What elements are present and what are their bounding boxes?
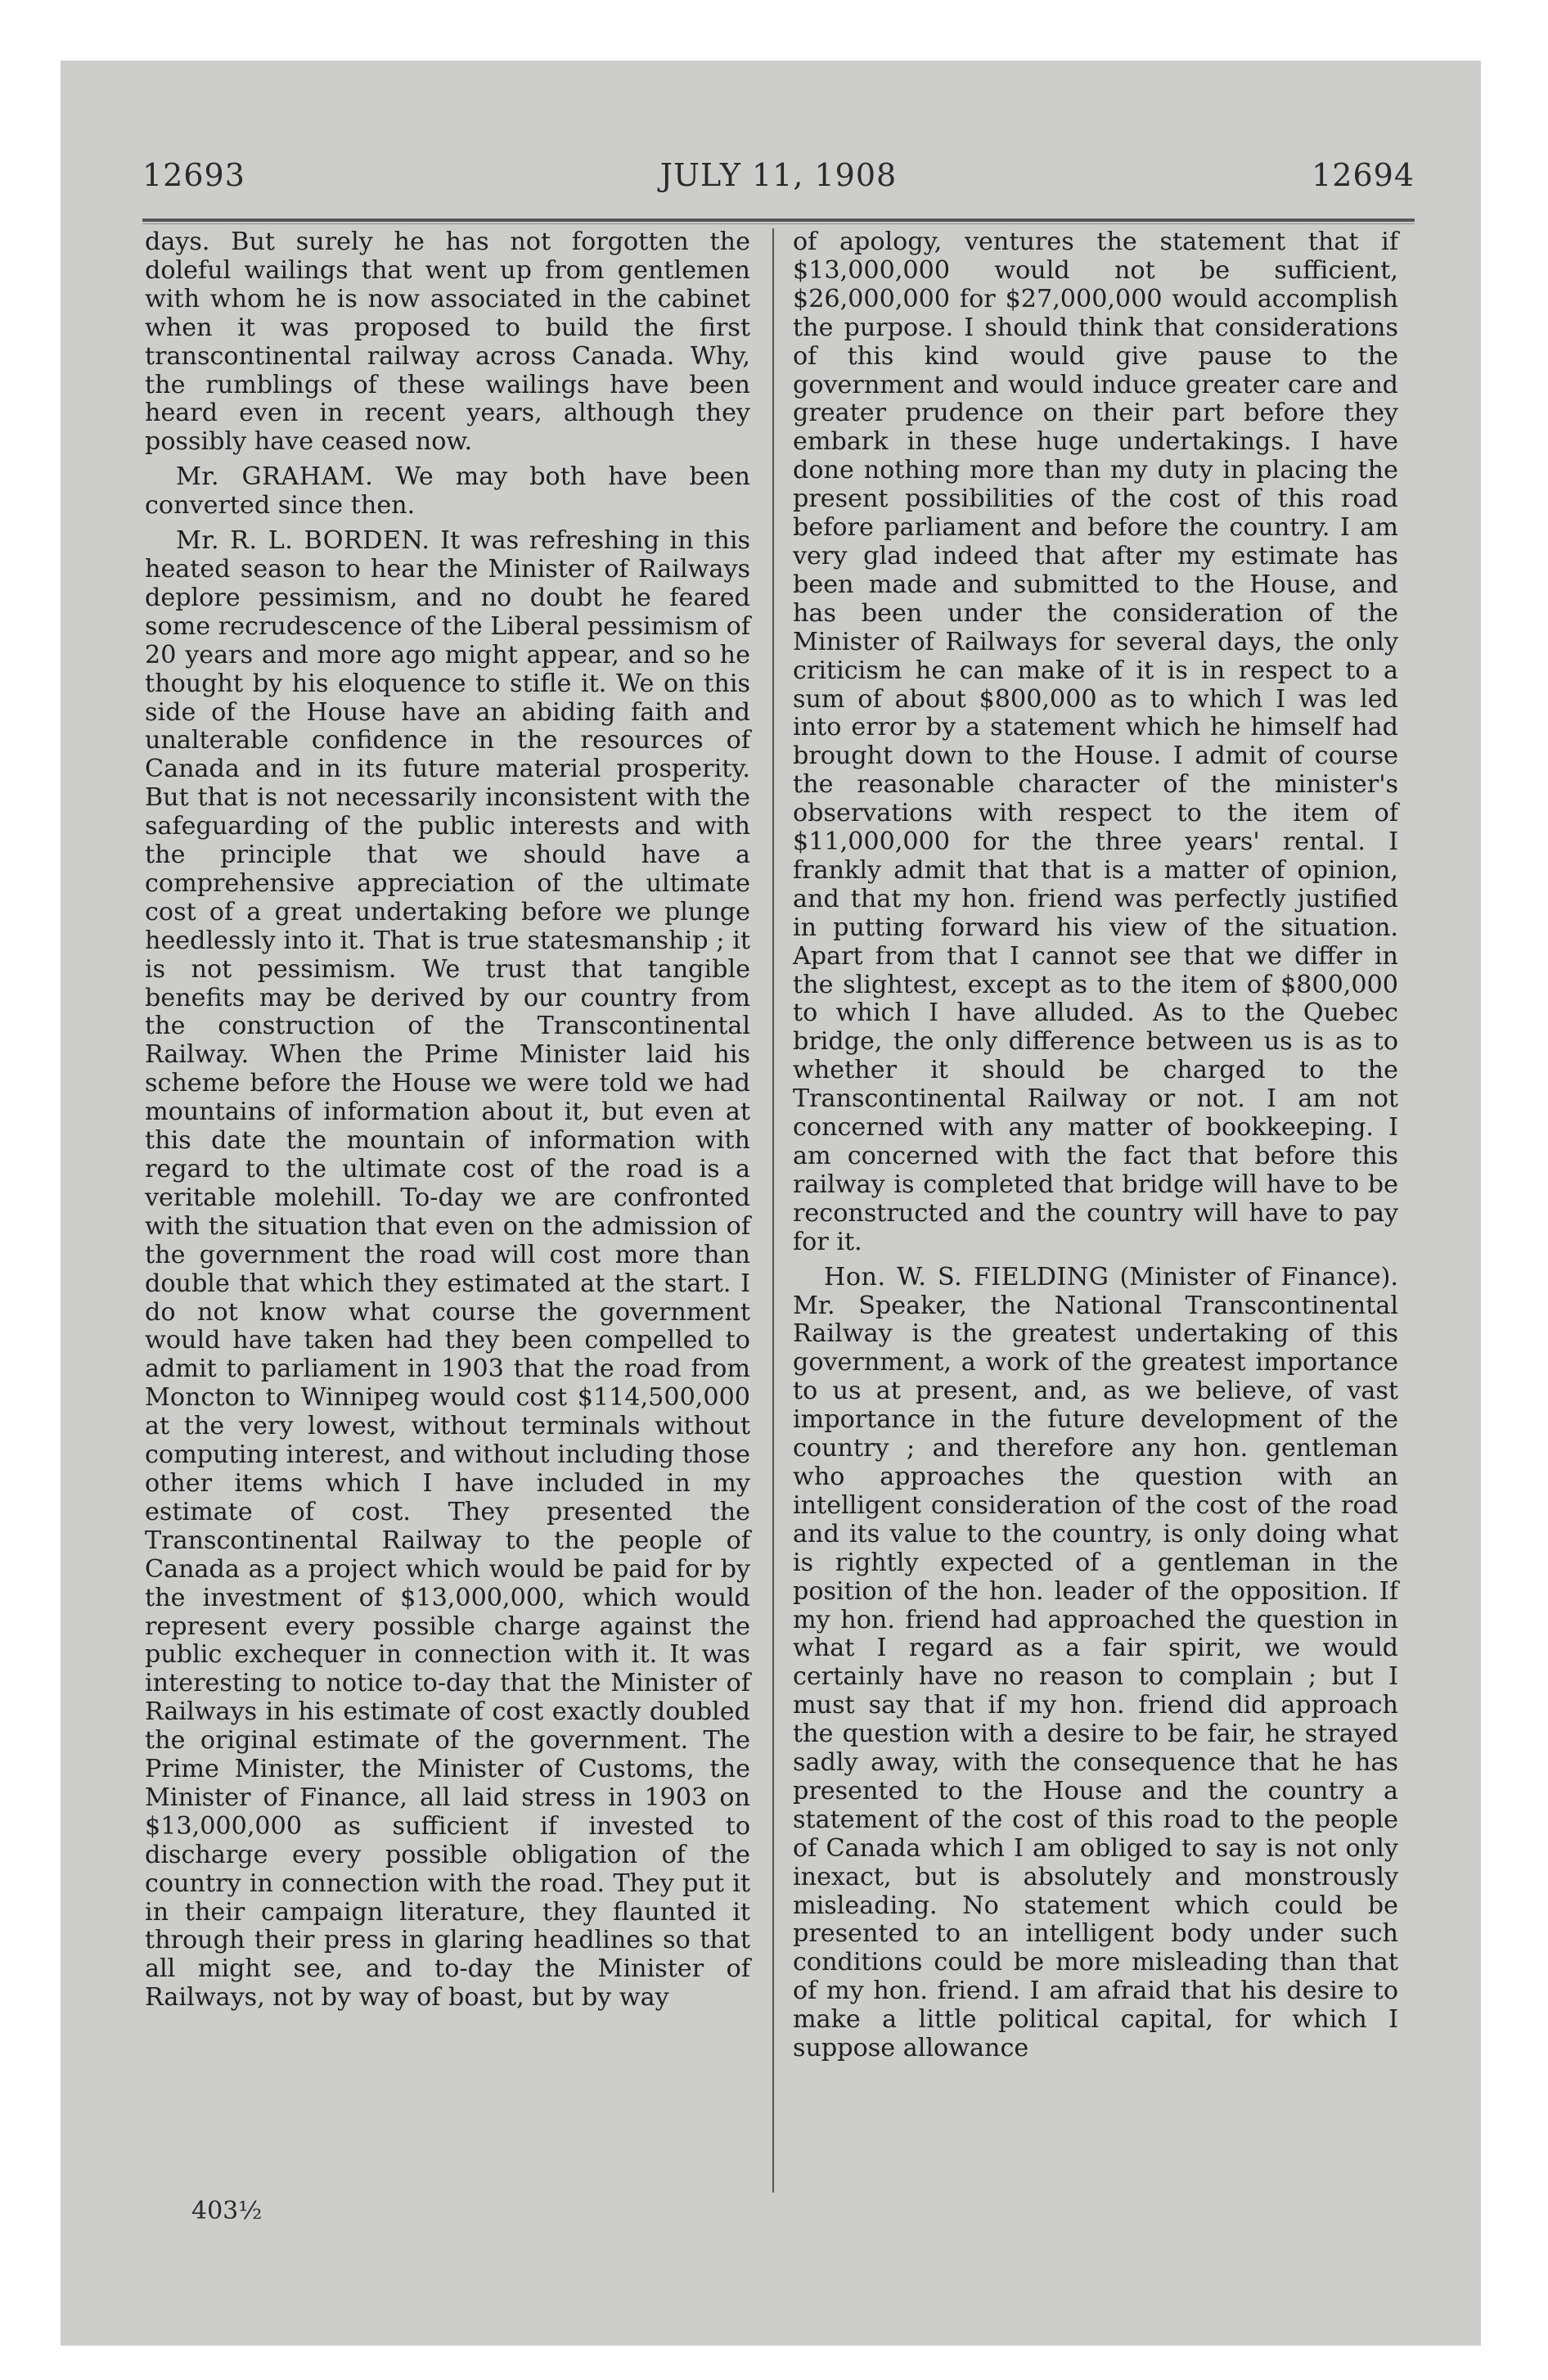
paragraph — [145, 463, 750, 521]
signature-mark: 403½ — [191, 2197, 263, 2225]
page-number-left: 12693 — [142, 157, 245, 193]
page — [61, 61, 1481, 2346]
left-column — [145, 228, 750, 2019]
page-number-right: 12694 — [1312, 157, 1415, 193]
paragraph-text: It was refreshing in this heated season to hear the Minister of Railways deplore pessimism, and no doubt he feared some recrudescence of the Liberal pessimism of 20 years and more ago might appear, and so he thought by his eloquence to stifle it. We on this side of the House have an abiding faith and unalterable confidence in the resources of Canada and in its future material prosperity. But that is not necessarily inconsistent with the safeguarding of the public interests and with the principle that we should have a comprehensive appreciation of the ultimate cost of a great undertaking before we plunge heedlessly into it. That is true statesmanship ; it is not pessimism. We trust that tangible benefits may be derived by our country from the construction of the Transcontinental Railway. When the Prime Minister laid his scheme before the House we were told we had mountains of information about it, but even at this date the mountain of information with regard to the ultimate cost of the road is a veritable molehill. To-day we are confronted with the situation that even on the admission of the government the road will cost more than double that which they estimated at the start. I do not know what course the government would have taken had they been compelled to admit to parliament in 1903 that the road from Moncton to Winnipeg would cost $114,500,000 at the very lowest, without terminals without computing interest, and without including those other items which I have included in my estimate of cost. They presented the Transcontinental Railway to the people of Canada as a project which would be paid for by the investment of $13,000,000, which would represent every possible charge against the public exchequer in connection with it. It was interesting to notice to-day that the Minister of Railways in his estimate of cost exactly doubled the original estimate of the government. The Prime Minister, the Minister of Customs, the Minister of Finance, all laid stress in 1903 on $13,000,000 as sufficient if invested to discharge every possible obligation of the country in connection with the road. They put it in their campaign literature, they flaunted it through their press in glaring headlines so that all might see, and to-day the Minister of Railways, not by way of boast, but by way — [145, 526, 750, 2013]
paragraph-text: We may both have been converted since then. — [145, 462, 750, 521]
paragraph-text: (Minister of Finance). Mr. Speaker, the National Transcontinental Railway is the greatest undertaking of this government, a work of the greatest importance to us at present, and, as we believe, of vast importance in the future development of the country ; and therefore any hon. gentleman who approaches the question with an intelligent consideration of the cost of the road and its value to the country, is only doing what is rightly expected of a gentleman in the position of the hon. leader of the opposition. If my hon. friend had approached the question in what I regard as a fair spirit, we would certainly have no reason to complain ; but I must say that if my hon. friend did approach the question with a desire to be fair, he strayed sadly away, with the consequence that he has presented to the House and the country a statement of the cost of this road to the people of Canada which I am obliged to say is not only inexact, but is absolutely and monstrously misleading. No statement which could be presented to an intelligent body under such conditions could be more misleading than that of my hon. friend. I am afraid that his desire to make a little political capital, for which I suppose allowance — [793, 1262, 1399, 2063]
paragraph — [793, 228, 1398, 1257]
header-rule-thin — [142, 223, 1415, 224]
speaker-name: Mr. R. L. BORDEN. — [176, 526, 430, 556]
column-divider — [772, 228, 774, 2193]
header-rule — [142, 219, 1415, 222]
paragraph-text: of apology, ventures the statement that if $13,000,000 would not be sufficient, $26,000,000 for $27,000,000 would accomplish the purpose. I should think that considerations of this kind would give pause to the government and would induce greater care and greater prudence on their part before they embark in these huge undertakings. I have done nothing more than my duty in placing the present possibilities of the cost of this road before parliament and before the country. I am very glad indeed that after my estimate has been made and submitted to the House, and has been under the consideration of the Minister of Railways for several days, the only criticism he can make of it is in respect to a sum of about $800,000 as to which I was led into error by a statement which he himself had brought down to the House. I admit of course the reasonable character of the minister's observations with respect to the item of $11,000,000 for the three years' rental. I frankly admit that that is a matter of opinion, and that my hon. friend was perfectly justified in putting forward his view of the situation. Apart from that I cannot see that we differ in the slightest, except as to the item of $800,000 to which I have alluded. As to the Quebec bridge, the only difference between us is as to whether it should be charged to the Transcontinental Railway or not. I am not concerned with any matter of bookkeeping. I am concerned with the fact that before this railway is completed that bridge will have to be reconstructed and the country will have to pay for it. — [793, 228, 1398, 1256]
page-header — [142, 157, 1415, 206]
scan-frame — [61, 61, 1481, 2346]
speaker-name: Hon. W. S. FIELDING — [824, 1262, 1109, 1291]
paragraph-text: days. But surely he has not forgotten the doleful wailings that went up from gentlemen with whom he is now associated in the cabinet when it was proposed to build the first transcontinental railway across Canada. Why, the rumblings of these wailings have been heard even in recent years, although they possibly have ceased now. — [145, 228, 750, 457]
paragraph — [145, 228, 750, 457]
paragraph — [145, 527, 750, 2013]
page-date: JULY 11, 1908 — [659, 157, 898, 193]
right-column — [793, 228, 1398, 2070]
paragraph — [793, 1264, 1398, 2063]
speaker-name: Mr. GRAHAM. — [176, 462, 374, 492]
